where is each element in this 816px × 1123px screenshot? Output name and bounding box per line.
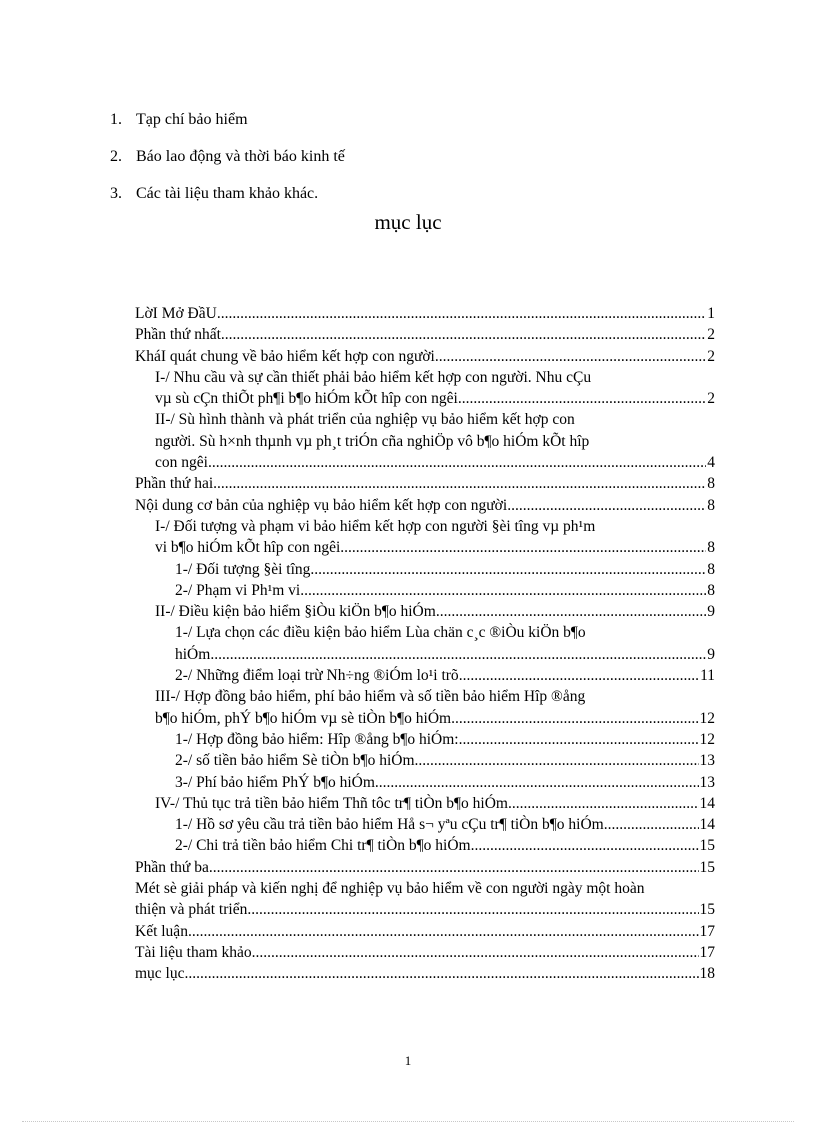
- toc-entry-intro: LờI Mở ĐầU ..... 1: [135, 303, 715, 324]
- toc-entry-scope: I-/ Đối tượng và phạm vi bảo hiểm kết hợp con người §èi tîng vµ ph¹m vi b¶o hiÓm kÕt hîp con ngêi ..... 8: [135, 516, 715, 559]
- reference-text: Các tài liệu tham khảo khác.: [136, 185, 319, 202]
- toc-page-number: 8: [707, 581, 715, 599]
- toc-entry-choose-conditions: 1-/ Lựa chọn các điều kiện bảo hiểm Lùa chän c¸c ®iÒu kiÖn b¶o hiÓm ..... 9: [135, 622, 715, 665]
- toc-page-number: 9: [707, 645, 715, 663]
- reference-number: 1.: [110, 111, 122, 128]
- toc-page-number: 15: [699, 901, 715, 919]
- toc-entry-procedure: IV-/ Thủ tục trả tiền bảo hiểm Thñ tôc tr¶ tiÒn b¶o hiÓm ..... 14: [135, 793, 715, 814]
- toc-entry-solutions: Mét sè giải pháp và kiến nghị để nghiệp vụ bảo hiểm về con người ngày một hoàn thiện và phát triển ..... 15: [135, 878, 715, 921]
- toc-entry-conditions: II-/ Điều kiện bảo hiểm §iÒu kiÖn b¶o hiÓm ..... 9: [135, 601, 715, 622]
- reference-item: [110, 138, 345, 175]
- toc-page-number: 4: [707, 454, 715, 472]
- toc-entry-part-one: Phần thứ nhất ..... 2: [135, 324, 715, 345]
- toc-page-number: 8: [707, 496, 715, 514]
- toc-page-number: 13: [699, 773, 715, 791]
- toc-page-number: 9: [707, 603, 715, 621]
- toc-page-number: 8: [707, 539, 715, 557]
- reference-text: Tạp chí bảo hiểm: [136, 111, 248, 128]
- toc-entry-overview: KháI quát chung về bảo hiểm kết hợp con người ..... 2: [135, 346, 715, 367]
- toc-page-number: 17: [699, 943, 715, 961]
- toc-page-number: 8: [707, 475, 715, 493]
- toc-page-number: 11: [700, 667, 715, 685]
- toc-page-number: 2: [707, 390, 715, 408]
- toc-page-number: 2: [707, 347, 715, 365]
- toc-entry-contract-sub: 1-/ Hợp đồng bảo hiểm: Hîp ®ång b¶o hiÓm: ..... 12: [135, 729, 715, 750]
- reference-item: [110, 101, 345, 138]
- toc-entry-exclusions: 2-/ Những điểm loại trừ Nh÷ng ®iÓm lo¹i trõ ..... 11: [135, 665, 715, 686]
- toc-page-number: 14: [699, 794, 715, 812]
- toc-entry-subject: 1-/ Đối tượng §èi tîng ..... 8: [135, 559, 715, 580]
- toc-entry-payment: 2-/ Chi trả tiền bảo hiểm Chi tr¶ tiÒn b¶o hiÓm ..... 15: [135, 835, 715, 856]
- toc-page-number: 15: [699, 858, 715, 876]
- reference-list: [110, 101, 345, 212]
- toc-entry-range: 2-/ Phạm vi Ph¹m vi ..... 8: [135, 580, 715, 601]
- toc-page-number: 17: [699, 922, 715, 940]
- reference-number: 3.: [110, 185, 122, 202]
- toc-page-number: 13: [699, 752, 715, 770]
- toc-entry-contents: mục lục ..... 18: [135, 963, 715, 984]
- toc-entry-claim-documents: 1-/ Hồ sơ yêu cầu trả tiền bảo hiểm Hå s¬ yªu cÇu tr¶ tiÒn b¶o hiÓm ..... 14: [135, 814, 715, 835]
- toc-entry-conclusion: Kết luận ..... 17: [135, 921, 715, 942]
- toc-entry-section-2: II-/ Sù hình thành và phát triển của nghiệp vụ bảo hiểm kết hợp con người. Sù h×nh thµnh vµ ph¸t triÓn cña nghiÖp vô b¶o hiÓm kÕt hîp con ngêi. ..... 4: [135, 409, 715, 473]
- toc-entry-contract: III-/ Hợp đồng bảo hiểm, phí bảo hiểm và số tiền bảo hiểm Hîp ®ång b¶o hiÓm, phÝ b¶o hiÓm vµ sè tiÒn b¶o hiÓm ..... 12: [135, 686, 715, 729]
- reference-item: [110, 175, 345, 212]
- reference-number: 2.: [110, 148, 122, 165]
- toc-entry-part-two: Phần thứ hai ..... 8: [135, 473, 715, 494]
- toc-page-number: 18: [699, 965, 715, 983]
- table-of-contents: [135, 303, 715, 985]
- toc-entry-part-three: Phần thứ ba ..... 15: [135, 857, 715, 878]
- toc-page-number: 8: [707, 560, 715, 578]
- page-number: 1: [404, 1053, 412, 1068]
- toc-entry-section-1: I-/ Nhu cầu và sự cần thiết phải bảo hiểm kết hợp con người. Nhu cÇu vµ sù cÇn thiÕt ph¶i b¶o hiÓm kÕt hîp con ngêi. ..... 2: [135, 367, 715, 410]
- toc-page-number: 14: [699, 816, 715, 834]
- toc-heading: mục lục: [374, 210, 442, 234]
- toc-page-number: 2: [707, 326, 715, 344]
- toc-entry-sum-insured: 2-/ số tiền bảo hiểm Sè tiÒn b¶o hiÓm ..... 13: [135, 750, 715, 771]
- toc-page-number: 15: [699, 837, 715, 855]
- toc-page-number: 1: [707, 305, 715, 322]
- toc-page-number: 12: [699, 730, 715, 748]
- page-bottom-rule: [22, 1121, 794, 1122]
- toc-page-number: 12: [699, 709, 715, 727]
- toc-entry-basic-content: Nội dung cơ bản của nghiệp vụ bảo hiểm kết hợp con người ..... 8: [135, 495, 715, 516]
- toc-entry-references: Tài liệu tham khảo ..... 17: [135, 942, 715, 963]
- reference-text: Báo lao động và thời báo kinh tế: [136, 148, 345, 165]
- toc-entry-premium: 3-/ Phí bảo hiểm PhÝ b¶o hiÓm ..... 13: [135, 772, 715, 793]
